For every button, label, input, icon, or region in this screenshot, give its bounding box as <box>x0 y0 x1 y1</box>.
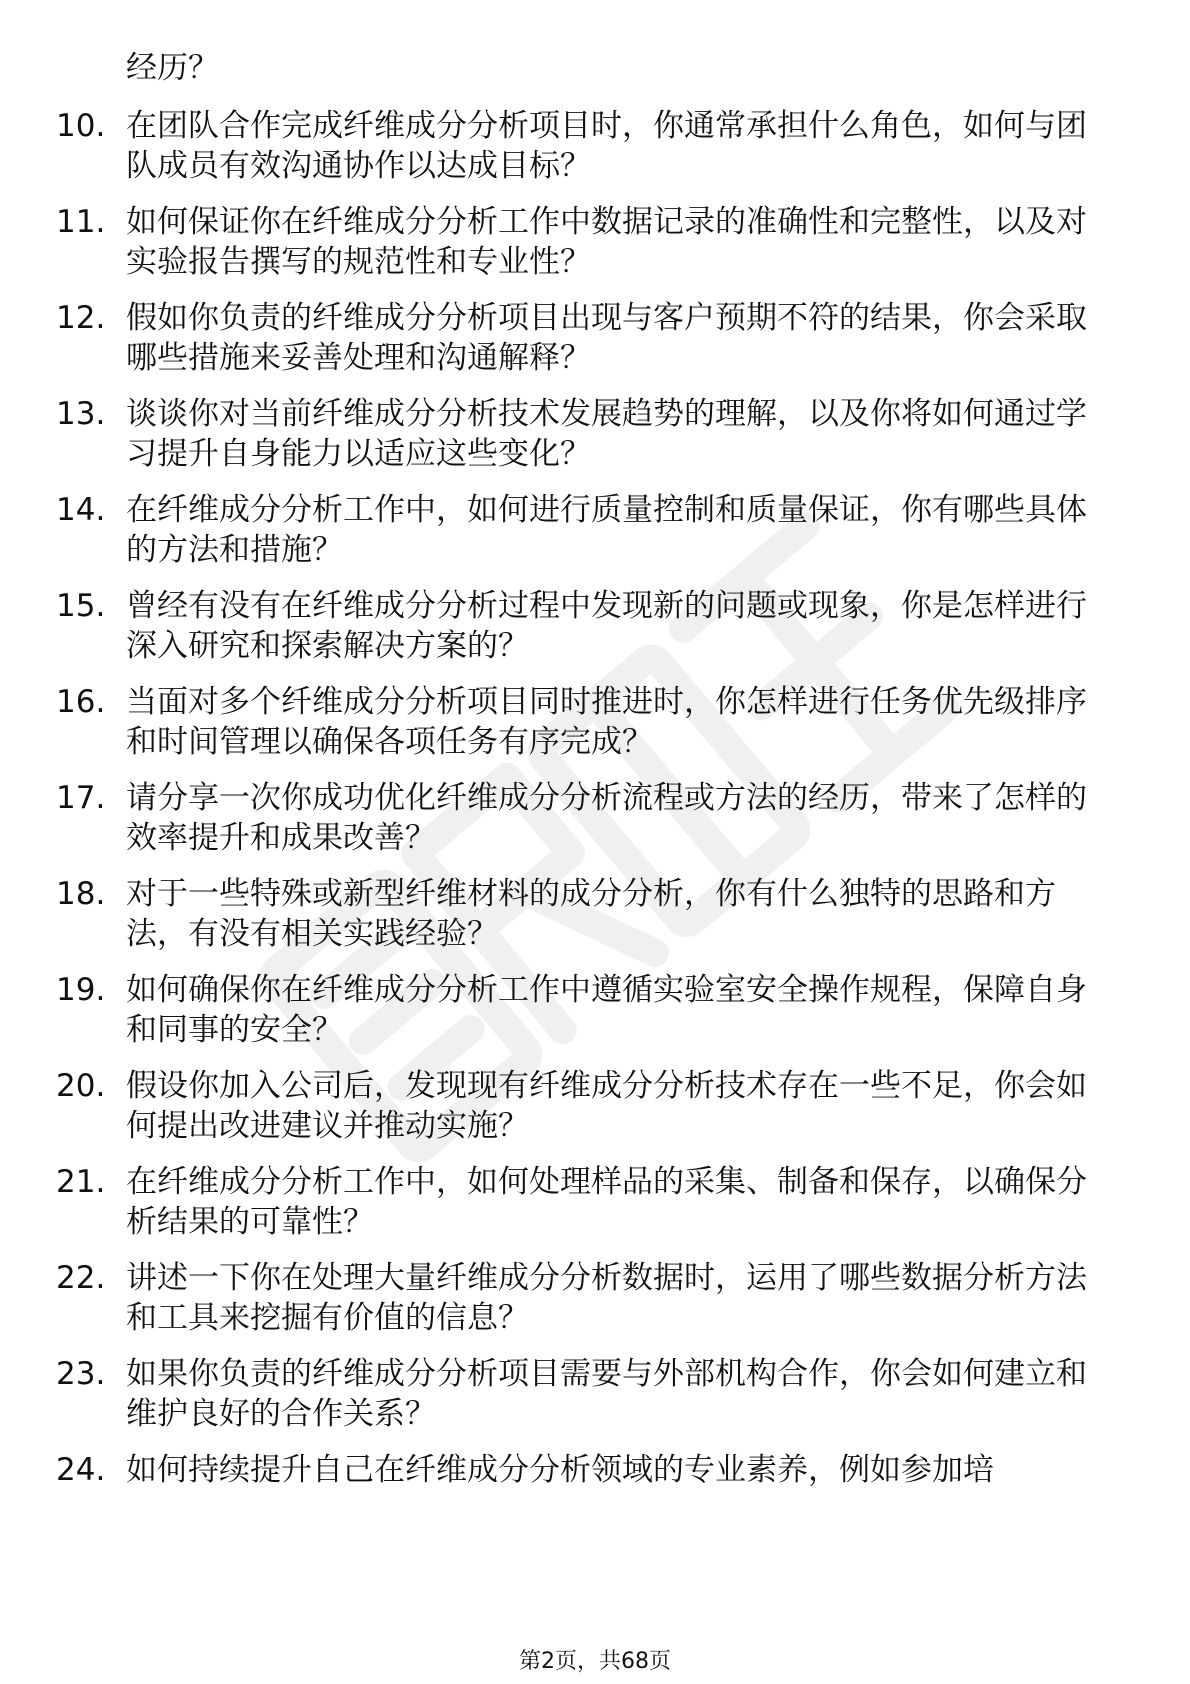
question-number: 20. <box>56 1068 106 1104</box>
question-number: 12. <box>56 300 106 336</box>
question-number: 22. <box>56 1260 106 1296</box>
question-text: 讲述一下你在处理大量纤维成分分析数据时，运用了哪些数据分析方法和工具来挖掘有价值的信息？ <box>126 1260 1087 1336</box>
question-number: 19. <box>56 972 106 1008</box>
question-text: 在纤维成分分析工作中，如何进行质量控制和质量保证，你有哪些具体的方法和措施？ <box>126 492 1087 568</box>
question-text: 如何确保你在纤维成分分析工作中遵循实验室安全操作规程，保障自身和同事的安全？ <box>126 972 1087 1048</box>
question-text: 谈谈你对当前纤维成分分析技术发展趋势的理解，以及你将如何通过学习提升自身能力以适应这些变化？ <box>126 396 1087 472</box>
question-text: 当面对多个纤维成分分析项目同时推进时，你怎样进行任务优先级排序和时间管理以确保各项任务有序完成？ <box>126 684 1087 760</box>
question-number: 18. <box>56 876 106 912</box>
question-number: 24. <box>56 1452 106 1488</box>
question-number: 21. <box>56 1164 106 1200</box>
question-text: 假如你负责的纤维成分分析项目出现与客户预期不符的结果，你会采取哪些措施来妥善处理和沟通解释？ <box>126 300 1087 376</box>
question-number: 11. <box>56 204 106 240</box>
question-number: 15. <box>56 588 106 624</box>
question-text: 如果你负责的纤维成分分析项目需要与外部机构合作，你会如何建立和维护良好的合作关系？ <box>126 1356 1087 1432</box>
question-text: 在团队合作完成纤维成分分析项目时，你通常承担什么角色，如何与团队成员有效沟通协作以达成目标？ <box>126 108 1087 184</box>
question-number: 17. <box>56 780 106 816</box>
question-number: 23. <box>56 1356 106 1392</box>
question-number: 14. <box>56 492 106 528</box>
question-number: 16. <box>56 684 106 720</box>
question-number: 10. <box>56 108 106 144</box>
question-text: 请分享一次你成功优化纤维成分分析流程或方法的经历，带来了怎样的效率提升和成果改善？ <box>126 780 1087 856</box>
question-number: 13. <box>56 396 106 432</box>
question-text: 如何保证你在纤维成分分析工作中数据记录的准确性和完整性，以及对实验报告撰写的规范性和专业性？ <box>126 204 1087 280</box>
question-text: 经历？ <box>126 50 219 86</box>
question-text: 在纤维成分分析工作中，如何处理样品的采集、制备和保存，以确保分析结果的可靠性？ <box>126 1164 1087 1240</box>
question-text: 曾经有没有在纤维成分分析过程中发现新的问题或现象，你是怎样进行深入研究和探索解决方案的？ <box>126 588 1087 664</box>
question-text: 对于一些特殊或新型纤维材料的成分分析，你有什么独特的思路和方法，有没有相关实践经验？ <box>126 876 1056 952</box>
question-text: 假设你加入公司后，发现现有纤维成分分析技术存在一些不足，你会如何提出改进建议并推动实施？ <box>126 1068 1087 1144</box>
page-footer: 第2页，共68页 <box>519 1649 671 1674</box>
question-text: 如何持续提升自己在纤维成分分析领域的专业素养，例如参加培 <box>126 1452 994 1488</box>
